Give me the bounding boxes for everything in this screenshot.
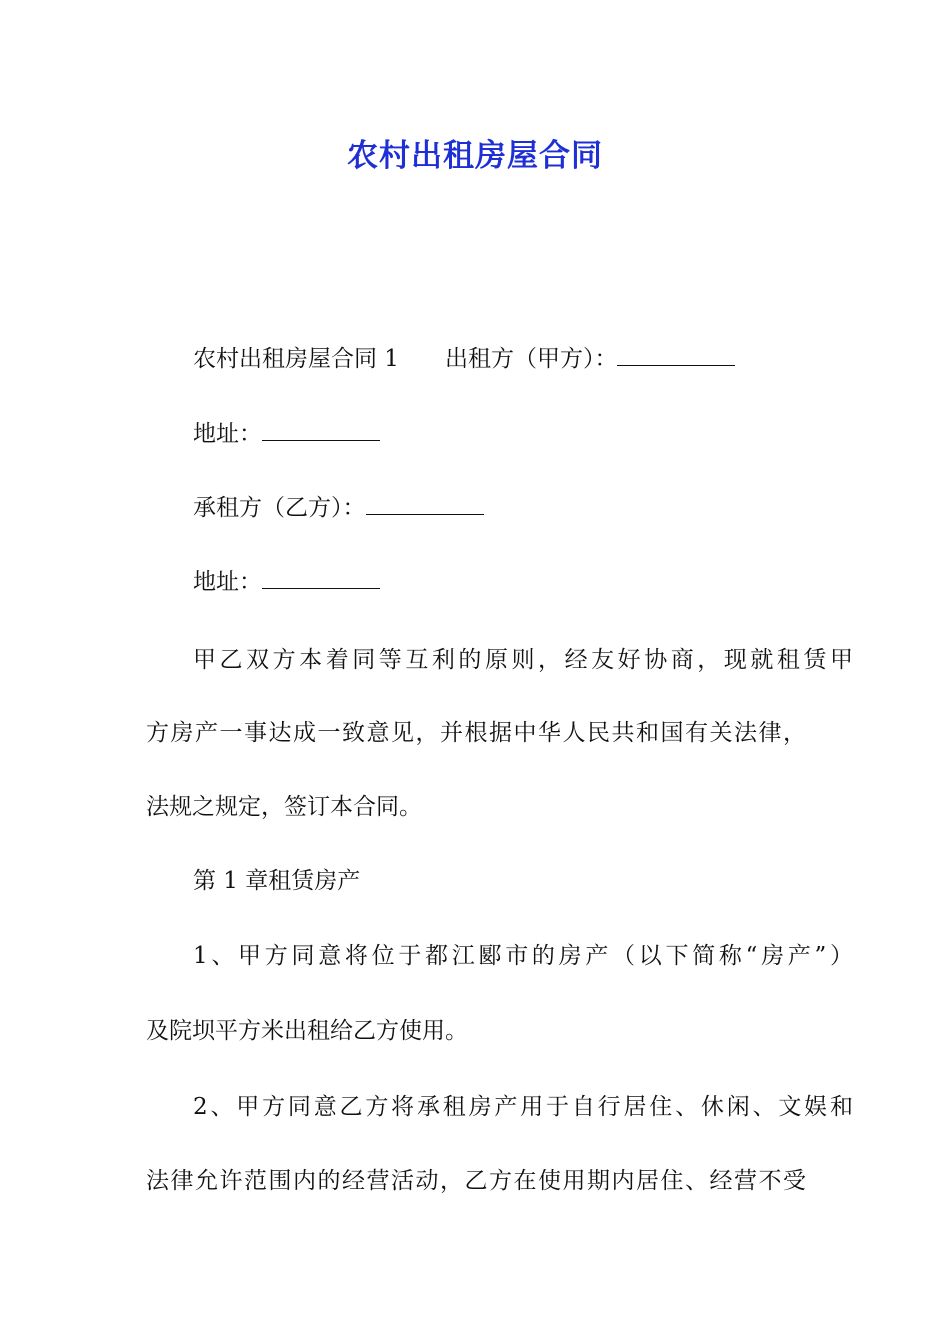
lessor-address-line: [146, 419, 853, 449]
chapter-heading: 第 1 章租赁房产: [193, 868, 361, 894]
preamble-line-1: 甲乙双方本着同等互利的原则，经友好协商，现就租赁甲: [193, 647, 853, 673]
clause-2-line-1: 2、甲方同意乙方将承租房产用于自行居住、休闲、文娱和: [193, 1094, 853, 1120]
clause-1-line-1: 1、甲方同意将位于都江郾市的房产（以下简称“房产”）: [193, 943, 853, 969]
lessor-line: [146, 344, 853, 374]
lessee-name-blank: [366, 494, 484, 515]
lessor-address-label: 地址：: [193, 421, 262, 447]
clause-2-line-2: 法律允许范围内的经营活动，乙方在使用期内居住、经营不受: [146, 1168, 806, 1194]
lessor-address-blank: [262, 420, 380, 441]
lessee-line: [146, 493, 853, 523]
preamble-line-3: 法规之规定，签订本合同。: [146, 794, 422, 820]
lessee-address-line: [146, 567, 853, 597]
lessor-label: 出租方（甲方）：: [444, 346, 618, 372]
lessee-address-blank: [262, 568, 380, 589]
clause-1-line-2: 及院坝平方米出租给乙方使用。: [146, 1018, 468, 1044]
lessee-address-label: 地址：: [193, 569, 262, 595]
contract-heading-prefix: 农村出租房屋合同 1: [193, 346, 399, 372]
lessor-name-blank: [617, 345, 735, 366]
preamble-line-2: 方房产一事达成一致意见，并根据中华人民共和国有关法律，: [146, 720, 806, 746]
lessee-label: 承租方（乙方）：: [193, 495, 366, 521]
document-title: 农村出租房屋合同: [347, 138, 603, 174]
